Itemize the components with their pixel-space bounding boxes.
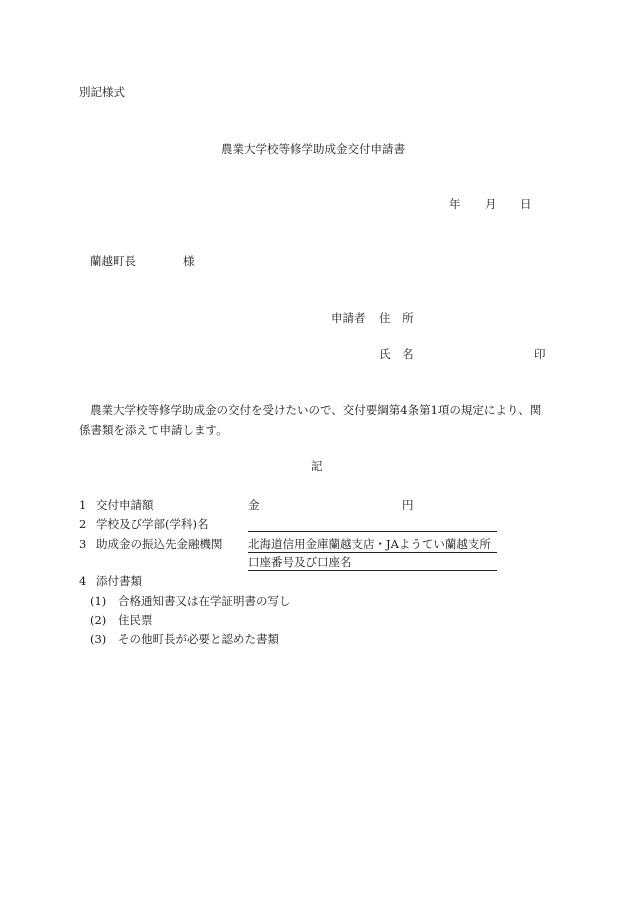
item-label: 学校及び学部(学科)名	[96, 517, 209, 531]
item-label: 添付書類	[96, 574, 142, 588]
attachment-number: (2)	[90, 613, 107, 627]
applicant-address-label: 住 所	[379, 311, 414, 325]
item-number: 4	[79, 574, 87, 588]
applicant-name-label: 氏 名	[379, 347, 414, 361]
body-line-2: 係書類を添えて申請します。	[79, 423, 228, 437]
item-number: 2	[79, 517, 87, 531]
amount-suffix: 円	[402, 498, 414, 512]
account-label: 口座番号及び口座名	[248, 555, 352, 569]
ki-heading: 記	[311, 459, 323, 473]
attachment-number: (1)	[90, 594, 107, 608]
attachment-text: その他町長が必要と認めた書類	[118, 632, 279, 646]
seal-mark: 印	[534, 347, 546, 361]
form-label: 別記様式	[79, 85, 125, 99]
addressee-name: 蘭越町長	[90, 254, 136, 268]
amount-prefix: 金	[248, 498, 260, 512]
item-label: 助成金の振込先金融機関	[96, 537, 223, 551]
addressee-honorific: 様	[183, 254, 195, 268]
bank-underline	[248, 552, 497, 553]
attachment-text: 住民票	[118, 613, 153, 627]
date-day: 日	[520, 197, 532, 211]
applicant-label: 申請者	[331, 311, 366, 325]
school-name-underline	[248, 531, 497, 532]
date-year: 年	[449, 197, 461, 211]
date-month: 月	[485, 197, 497, 211]
body-line-1: 農業大学校等修学助成金の交付を受けたいので、交付要綱第4条第1項の規定により、関	[90, 403, 542, 417]
attachment-number: (3)	[90, 632, 107, 646]
item-number: 3	[79, 537, 87, 551]
attachment-text: 合格通知書又は在学証明書の写し	[118, 594, 291, 608]
account-underline	[248, 570, 497, 571]
item-number: 1	[79, 498, 87, 512]
item-label: 交付申請額	[96, 498, 154, 512]
bank-name: 北海道信用金庫蘭越支店・JAようてい蘭越支所	[248, 537, 491, 551]
document-title: 農業大学校等修学助成金交付申請書	[221, 142, 405, 156]
